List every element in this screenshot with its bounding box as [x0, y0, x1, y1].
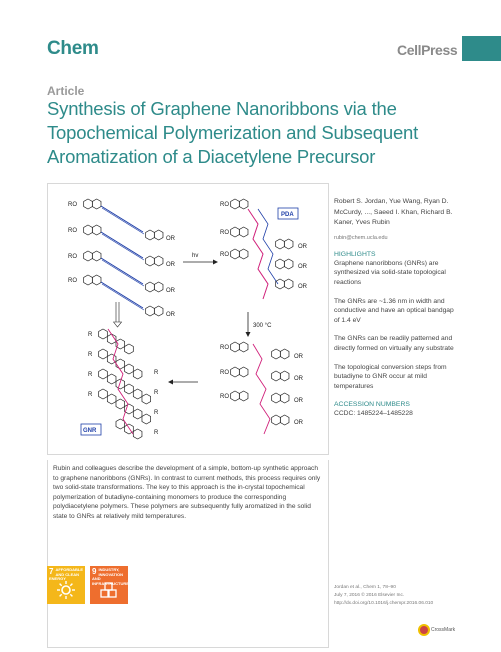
sdg-badge-7 [47, 566, 85, 604]
article-type: Article [47, 84, 85, 98]
correspondence-email[interactable]: rubin@chem.ucla.edu [334, 234, 388, 241]
left-arrow [168, 380, 198, 385]
sdg-number: 7 [49, 567, 54, 576]
highlights-heading: HIGHLIGHTS [334, 250, 376, 258]
substituent-label: RO [68, 254, 77, 260]
highlight-item: Graphene nanoribbons (GNRs) are synthesized via solid-state topological reactions [334, 259, 446, 286]
svg-text:OR: OR [294, 376, 303, 382]
pda-label: PDA [281, 212, 294, 218]
sun-icon [56, 580, 76, 600]
svg-text:OR: OR [298, 264, 307, 270]
crossmark-badge[interactable] [418, 624, 468, 638]
doi-link[interactable]: http://dx.doi.org/10.1016/j.chempr.2016.06.010 [334, 601, 434, 606]
citation-line: July 7, 2016 © 2016 Elsevier Inc. [334, 593, 405, 598]
crossmark-label: CrossMark [431, 627, 456, 633]
intermediate-polymer [220, 342, 304, 434]
substituent-label-right: OR [166, 288, 175, 294]
svg-text:OR: OR [298, 244, 307, 250]
double-arrow [114, 302, 122, 327]
substituent-label-right: OR [166, 236, 175, 242]
journal-logo: Chem [47, 38, 99, 59]
svg-text:RO: RO [220, 370, 229, 376]
graphical-abstract [47, 183, 329, 455]
accession-numbers: CCDC: 1485224–1485228 [334, 410, 413, 418]
svg-text:RO: RO [220, 252, 229, 258]
svg-text:R: R [154, 390, 159, 396]
svg-text:R: R [88, 372, 93, 378]
gnr-ribbon [81, 329, 159, 439]
svg-text:OR: OR [294, 398, 303, 404]
monomer-stack [68, 199, 176, 318]
graphical-abstract-figure [48, 184, 328, 454]
summary-box [47, 460, 329, 648]
substituent-label: RO [68, 202, 77, 208]
highlight-item: The GNRs are ~1.36 nm in width and conductive and have an optical bandgap of 1.4 eV [334, 297, 454, 324]
publisher-logo: CellPress [397, 42, 458, 58]
svg-text:OR: OR [298, 284, 307, 290]
author-list: Robert S. Jordan, Yue Wang, Ryan D. McCurdy, ..., Saeed I. Khan, Richard B. Kaner, Yves Rubin [334, 198, 453, 227]
svg-text:RO: RO [220, 345, 229, 351]
sdg-badge-9 [90, 566, 128, 604]
heat-arrow [246, 312, 273, 337]
sdg-number: 9 [92, 567, 97, 576]
crossmark-icon [418, 624, 430, 636]
publisher-bar [462, 36, 501, 61]
substituent-label-right: OR [166, 262, 175, 268]
svg-text:RO: RO [220, 230, 229, 236]
svg-text:R: R [88, 352, 93, 358]
highlight-item: The topological conversion steps from butadiyne to GNR occur at mild temperatures [334, 363, 447, 390]
substituent-label-right: OR [166, 312, 175, 318]
svg-text:OR: OR [294, 354, 303, 360]
svg-text:R: R [154, 370, 159, 376]
highlight-item: The GNRs can be readily patterned and directly formed on virtually any substrate [334, 335, 454, 352]
substituent-label: RO [68, 228, 77, 234]
citation-line: Jordan et al., Chem 1, 78–90 [334, 585, 396, 590]
gnr-label: GNR [83, 428, 97, 434]
svg-text:R: R [154, 430, 159, 436]
svg-text:R: R [154, 410, 159, 416]
sidebar [334, 197, 454, 417]
summary-text: Rubin and colleagues describe the development of a simple, bottom-up synthetic approach to graphene nanoribbons (GNRs). In contrast to current methods, this process requires only two solid-state transformations. The key to this approach is the in-crystal topochemical polymerization of butadiyne-containing monomers to produce the corresponding polydiacetylene polymers. These polymers are subsequently fully aromatized in the solid state to GNRs at relatively mild temperatures. [53, 465, 321, 520]
substituent-label: RO [68, 278, 77, 284]
hv-label: hv [192, 253, 199, 259]
svg-text:OR: OR [294, 420, 303, 426]
sdg-label: INDUSTRY, INNOVATION AND INFRASTRUCTURE [92, 567, 129, 586]
svg-text:RO: RO [220, 202, 229, 208]
cubes-icon [99, 580, 119, 600]
accession-heading: ACCESSION NUMBERS [334, 401, 410, 409]
svg-text:RO: RO [220, 394, 229, 400]
sdg-label: AFFORDABLE AND CLEAN ENERGY [49, 567, 84, 582]
citation [334, 584, 474, 608]
article-title: Synthesis of Graphene Nanoribbons via the Topochemical Polymerization and Subsequent Aromatization of a Diacetylene Precursor [47, 98, 419, 167]
svg-text:R: R [88, 392, 93, 398]
hv-arrow [183, 253, 218, 265]
temperature-label: 300 °C [253, 323, 272, 329]
svg-text:R: R [88, 332, 93, 338]
pda-polymer [220, 199, 308, 299]
